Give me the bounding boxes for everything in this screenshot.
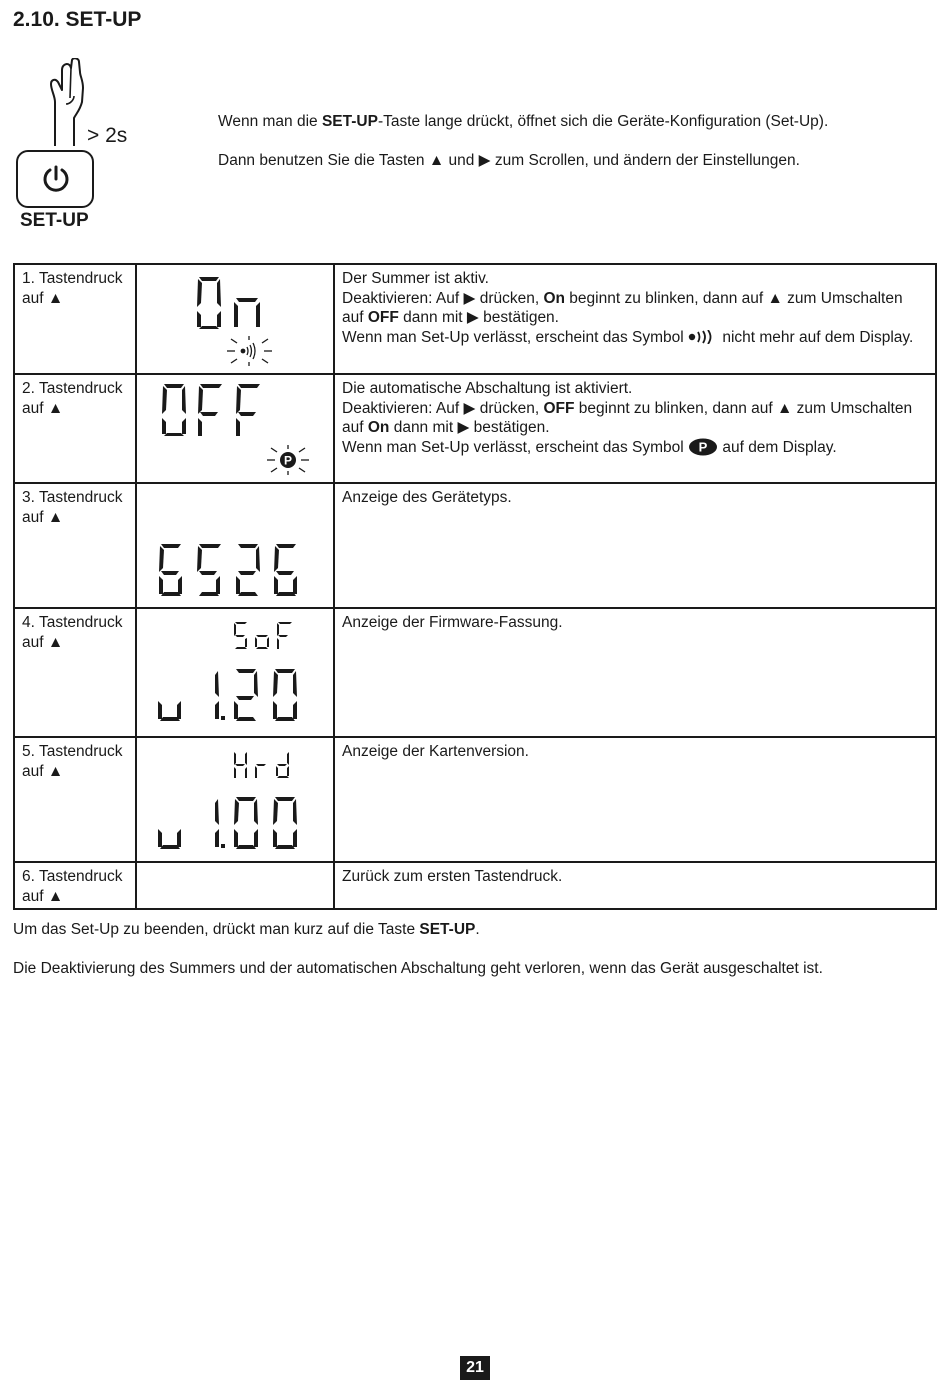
step-key-text: auf [22, 399, 44, 417]
desc-bold: OFF [543, 399, 575, 417]
footer-line-2: Die Deaktivierung des Summers und der automatischen Abschaltung geht verloren, wenn das Gerät ausgeschaltet ist. [13, 960, 823, 977]
pointing-hand-icon [46, 58, 88, 148]
desc-line: Anzeige des Gerätetyps. [342, 489, 512, 506]
up-triangle-icon: ▲ [428, 152, 445, 169]
lcd-digit-f [198, 384, 222, 436]
desc-text: auf dem Display. [718, 438, 837, 456]
lcd-digit-1 [215, 799, 225, 848]
table-row [14, 483, 936, 608]
step-description [334, 374, 936, 483]
right-triangle-icon: ▶ [457, 419, 470, 436]
lcd-small-text [234, 622, 292, 649]
step-key-text: auf [22, 762, 44, 780]
lcd-digit-v [158, 701, 181, 721]
buzzer-icon [688, 330, 718, 344]
step-label [14, 483, 136, 608]
lcd-digit-2 [234, 669, 258, 721]
right-triangle-icon: ▶ [463, 289, 476, 307]
step-number: 3. Tastendruck [22, 489, 123, 506]
lcd-digit-0 [273, 669, 297, 721]
lcd-digit-f [236, 384, 260, 436]
desc-line [342, 399, 929, 419]
intro-key-name: SET-UP [321, 113, 378, 130]
desc-text: nicht mehr auf dem Display. [718, 328, 914, 346]
auto-off-letter: P [283, 453, 293, 468]
lcd-digit-n [234, 298, 260, 327]
setup-button[interactable] [16, 150, 94, 208]
step-label [14, 737, 136, 862]
lcd-display-cell [136, 264, 334, 374]
power-button-icon [41, 164, 71, 194]
step-label [14, 862, 136, 909]
step-number: 4. Tastendruck [22, 614, 123, 631]
lcd-display-cell [136, 737, 334, 862]
right-triangle-icon: ▶ [478, 152, 491, 169]
step-key-text: auf [22, 289, 44, 307]
desc-line [342, 289, 929, 309]
table-row [14, 374, 936, 483]
section-heading: 2.10. SET-UP [13, 8, 142, 31]
step-number: 6. Tastendruck [22, 868, 123, 885]
intro-text: zum Scrollen, und ändern der Einstellungen. [490, 152, 800, 170]
desc-text: drücken, [475, 399, 544, 417]
desc-text: zum Umschalten [792, 399, 913, 417]
lcd-display-cell [136, 608, 334, 737]
buzzer-icon [227, 336, 272, 366]
step-description [334, 483, 936, 608]
lcd-display-cell [136, 374, 334, 483]
page-number: 21 [460, 1356, 490, 1380]
step-description [334, 737, 936, 862]
lcd-display-cell [136, 483, 334, 608]
desc-line: Anzeige der Kartenversion. [342, 743, 529, 760]
lcd-digit-0 [273, 797, 297, 849]
desc-bold: OFF [367, 309, 399, 326]
auto-off-letter: P [698, 439, 708, 455]
lcd-digit-o [197, 277, 221, 329]
table-row [14, 264, 936, 374]
desc-line: Der Summer ist aktiv. [342, 270, 489, 287]
desc-line: Zurück zum ersten Tastendruck. [342, 868, 563, 885]
desc-line [342, 328, 929, 348]
lcd-digit-6 [274, 544, 297, 596]
step-label [14, 608, 136, 737]
lcd-display [137, 738, 320, 859]
table-row [14, 737, 936, 862]
desc-text: auf [342, 419, 368, 436]
setup-steps-table [13, 263, 937, 910]
lcd-digit-0 [234, 797, 258, 849]
desc-text: beginnt zu blinken, dann auf [565, 289, 768, 307]
step-description [334, 862, 936, 909]
up-triangle-icon: ▲ [47, 887, 64, 905]
desc-line: Anzeige der Firmware-Fassung. [342, 614, 563, 631]
setup-button-label: SET-UP [20, 210, 89, 231]
up-triangle-icon: ▲ [767, 289, 783, 307]
auto-power-off-icon [688, 438, 718, 456]
step-label [14, 374, 136, 483]
desc-text: beginnt zu blinken, dann auf [574, 399, 777, 417]
lcd-display [137, 375, 320, 480]
footer-key-name: SET-UP [419, 921, 476, 938]
desc-text: dann mit [398, 309, 467, 326]
step-key-text: auf [22, 887, 44, 905]
step-key-text: auf [22, 508, 44, 526]
desc-text: Deaktivieren: Auf [342, 399, 464, 417]
step-label [14, 264, 136, 374]
lcd-display [137, 484, 320, 605]
lcd-digit-5 [197, 544, 221, 596]
intro-line-1 [218, 112, 828, 132]
intro-text: und [444, 152, 479, 170]
desc-line [342, 308, 929, 328]
step-description [334, 264, 936, 374]
up-triangle-icon: ▲ [776, 399, 793, 417]
lcd-digit-v [158, 829, 181, 849]
footer-text: . [475, 921, 480, 938]
footer-text: Um das Set-Up zu beenden, drückt man kurz auf die Taste [13, 921, 420, 938]
desc-text: zum Umschalten [782, 289, 903, 307]
lcd-digit-1 [215, 671, 225, 720]
lcd-digit-2 [236, 544, 260, 596]
desc-line: Die automatische Abschaltung ist aktiviert. [342, 380, 633, 397]
intro-text: Dann benutzen Sie die Tasten [218, 152, 429, 170]
intro-text: Wenn man die [218, 113, 322, 130]
step-number: 1. Tastendruck [22, 270, 123, 287]
up-triangle-icon: ▲ [47, 762, 64, 780]
right-triangle-icon: ▶ [466, 309, 479, 326]
step-number: 5. Tastendruck [22, 743, 123, 760]
desc-bold: On [543, 289, 565, 307]
desc-text: bestätigen. [469, 419, 550, 436]
desc-line [342, 418, 929, 438]
intro-line-2 [218, 151, 800, 171]
table-row [14, 608, 936, 737]
lcd-digit-6 [159, 544, 182, 596]
desc-text: Wenn man Set-Up verlässt, erscheint das Symbol [342, 438, 689, 456]
desc-line [342, 438, 929, 458]
lcd-display [137, 265, 320, 371]
up-triangle-icon: ▲ [47, 289, 64, 307]
desc-text: dann mit [389, 419, 458, 436]
auto-power-off-icon [267, 445, 309, 475]
up-triangle-icon: ▲ [47, 399, 64, 417]
footer-line-1 [13, 920, 480, 940]
step-description [334, 608, 936, 737]
step-key-text: auf [22, 633, 44, 651]
lcd-display [137, 609, 320, 734]
desc-text: drücken, [475, 289, 544, 307]
desc-text: auf [342, 309, 368, 326]
right-triangle-icon: ▶ [463, 399, 476, 417]
desc-text: bestätigen. [478, 309, 559, 326]
lcd-small-text [234, 752, 289, 778]
desc-text: Wenn man Set-Up verlässt, erscheint das Symbol [342, 328, 689, 346]
up-triangle-icon: ▲ [47, 633, 64, 651]
intro-text: -Taste lange drückt, öffnet sich die Geräte-Konfiguration (Set-Up). [377, 113, 829, 130]
step-number: 2. Tastendruck [22, 380, 123, 397]
table-row [14, 862, 936, 909]
lcd-display-cell [136, 862, 334, 909]
up-triangle-icon: ▲ [47, 508, 64, 526]
desc-bold: On [367, 419, 390, 436]
desc-text: Deaktivieren: Auf [342, 289, 464, 307]
press-duration-label: > 2s [87, 124, 128, 147]
lcd-digit-o [162, 384, 186, 436]
